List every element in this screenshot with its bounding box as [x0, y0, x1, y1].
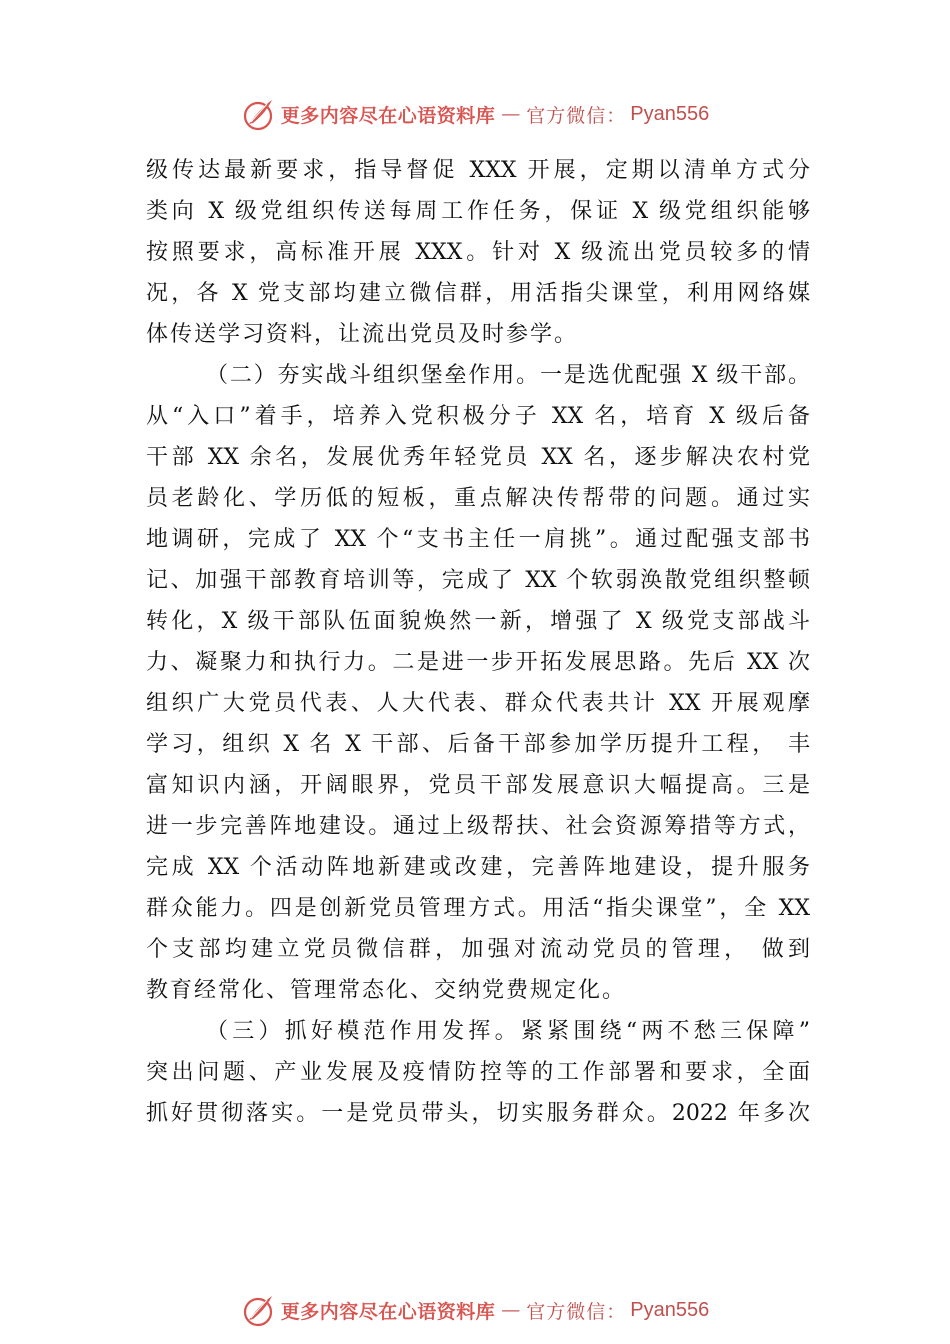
paragraph-heading-line: （二）夯实战斗组织堡垒作用。一是选优配强 X 级干部。 [206, 363, 810, 388]
header-brand-text: 更多内容尽在心语资料库 [280, 104, 496, 127]
header-wechat-label: 官方微信： [526, 104, 627, 127]
text-line: 体传送学习资料，让流出党员及时参学。 [146, 322, 579, 347]
text-line: 学习，组织 X 名 X 干部、后备干部参加学历提升工程， 丰 [146, 732, 810, 757]
quill-logo-icon [241, 96, 277, 132]
text-line: 地调研，完成了 XX 个“支书主任一肩挑”。通过配强支部书 [146, 527, 810, 552]
text-line: 从“入口”着手，培养入党积极分子 XX 名，培育 X 级后备 [146, 404, 810, 429]
text-line: 记、加强干部教育培训等，完成了 XX 个软弱涣散党组织整顿 [146, 568, 810, 593]
text-line: 干部 XX 余名，发展优秀年轻党员 XX 名，逐步解决农村党 [146, 445, 810, 470]
text-line: 抓好贯彻落实。一是党员带头，切实服务群众。2022 年多次 [146, 1101, 810, 1126]
text-line: 组织广大党员代表、人大代表、群众代表共计 XX 开展观摩 [146, 691, 810, 716]
text-line: 员老龄化、学历低的短板，重点解决传帮带的问题。通过实 [146, 486, 810, 511]
text-line: 力、凝聚力和执行力。二是进一步开拓发展思路。先后 XX 次 [146, 650, 810, 675]
text-line: 类向 X 级党组织传送每周工作任务，保证 X 级党组织能够 [146, 199, 810, 224]
paragraph-heading-line: （三）抓好模范作用发挥。紧紧围绕“两不愁三保障” [206, 1019, 810, 1044]
text-line: 转化，X 级干部队伍面貌焕然一新，增强了 X 级党支部战斗 [146, 609, 810, 634]
header-banner [0, 94, 950, 134]
footer-wechat-label: 官方微信： [526, 1300, 627, 1323]
quill-logo-icon [241, 1292, 277, 1328]
text-line: 富知识内涵，开阔眼界，党员干部发展意识大幅提高。三是 [146, 773, 810, 798]
header-wechat-id: Pyan556 [630, 102, 710, 125]
footer-brand-text: 更多内容尽在心语资料库 [280, 1300, 496, 1323]
footer-wechat-id: Pyan556 [630, 1298, 710, 1321]
header-dash: — [501, 103, 521, 125]
text-line: 按照要求，高标准开展 XXX。针对 X 级流出党员较多的情 [146, 240, 810, 265]
text-line: 进一步完善阵地建设。通过上级帮扶、社会资源筹措等方式， [146, 814, 810, 839]
footer-banner [0, 1290, 950, 1330]
text-line: 教育经常化、管理常态化、交纳党费规定化。 [146, 978, 627, 1003]
text-line: 突出问题、产业发展及疫情防控等的工作部署和要求，全面 [146, 1060, 810, 1085]
text-line: 况，各 X 党支部均建立微信群，用活指尖课堂，利用网络媒 [146, 281, 810, 306]
document-body [146, 150, 810, 1134]
text-line: 群众能力。四是创新党员管理方式。用活“指尖课堂”，全 XX [146, 896, 810, 921]
footer-dash: — [501, 1299, 521, 1321]
text-line: 个支部均建立党员微信群，加强对流动党员的管理， 做到 [146, 937, 810, 962]
text-line: 完成 XX 个活动阵地新建或改建，完善阵地建设，提升服务 [146, 855, 810, 880]
text-line: 级传达最新要求，指导督促 XXX 开展，定期以清单方式分 [146, 158, 810, 183]
